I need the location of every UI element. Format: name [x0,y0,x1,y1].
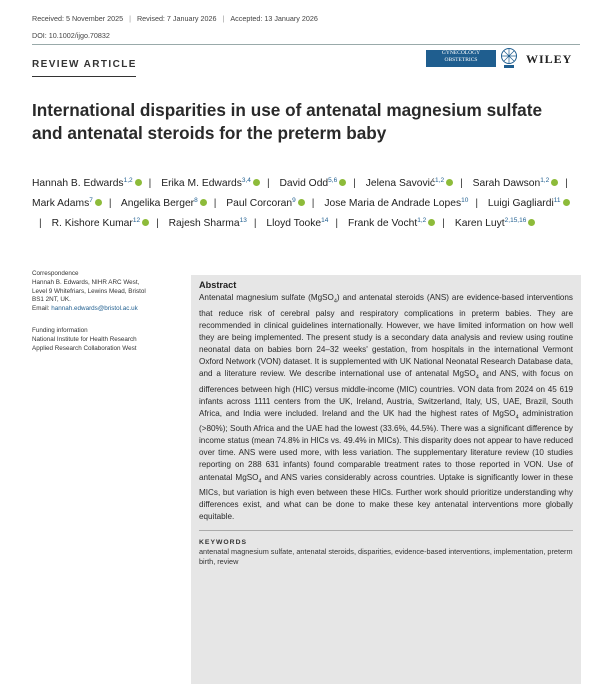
publication-dates [32,14,318,23]
author[interactable]: Erika M. Edwards$^{3,4}$ [161,178,260,189]
funding-block: Funding information National Institute for Health Research Applied Research Collaboration West [32,327,184,353]
email-link[interactable]: hannah.edwards@bristol.ac.uk [51,305,138,313]
author[interactable]: Hannah B. Edwards$^{1,2}$ [32,178,142,189]
article-info [32,270,184,353]
correspondence-heading: Correspondence [32,270,79,277]
author[interactable]: Lloyd Tooke$^{14}$ [266,217,329,230]
orcid-icon[interactable] [200,199,207,206]
author[interactable]: Frank de Vocht$^{1,2}$ [348,218,435,229]
orcid-icon[interactable] [142,219,149,226]
author[interactable]: Jelena Savović$^{1,2}$ [366,178,453,189]
section-label: REVIEW ARTICLE [32,59,137,70]
correspondence-block: Correspondence Hannah B. Edwards, NIHR ARC West, Level 9 Whitefriars, Lewins Mead, Bristol BS1 2NT, UK. Email: hannah.edwards@bristol.ac.uk [32,270,184,314]
funding-heading: Funding information [32,326,88,334]
author[interactable]: Luigi Gagliardi$^{11}$ [488,198,570,209]
author[interactable]: Angelika Berger$^8$ [121,198,207,209]
author[interactable]: Mark Adams$^7$ [32,198,102,209]
orcid-icon[interactable] [253,179,260,186]
orcid-icon[interactable] [135,179,142,186]
orcid-icon[interactable] [339,179,346,186]
author[interactable]: Paul Corcoran$^9$ [226,198,304,209]
author[interactable]: Sarah Dawson$^{1,2}$ [473,178,559,189]
header-divider [32,44,580,45]
accepted-date: Accepted: 13 January 2026 [230,14,318,23]
abstract-heading: Abstract [199,280,237,290]
abstract-box [191,275,581,684]
keywords-divider [199,530,573,531]
author[interactable]: David Odd$^{5,6}$ [280,178,347,189]
section-underline [32,76,136,77]
orcid-icon[interactable] [428,219,435,226]
orcid-icon[interactable] [446,179,453,186]
date-separator: | [222,14,225,23]
author[interactable]: R. Kishore Kumar$^{12}$ [52,218,150,229]
doi[interactable]: DOI: 10.1002/ijgo.70832 [32,31,110,40]
orcid-icon[interactable] [95,199,102,206]
author[interactable]: Rajesh Sharma$^{13}$ [168,217,247,230]
author[interactable]: Karen Luyt$^{2,15,16}$ [455,218,536,229]
author-list: Hannah B. Edwards$^{1,2}$ | Erika M. Edwards$^{3,4}$ | David Odd$^{5,6}$ | Jelena Savović$^{1,2}$ | Sarah Dawson$^{1,2}$ | Mark Adams$^7$ | Angelika Berger$^8$ | Paul Corcoran$^9$ | Jose Maria de Andrade Lopes$^{10}$ | Luigi Gagliardi$^{11}$| R. Kishore Kumar$^{12}$ | Rajesh Sharma$^{13}$ | Lloyd Tooke$^{14}$ | Frank de Vocht$^{1,2}$ | Karen Luyt$^{2,15,16}$ [32,177,568,230]
received-date: Received: 5 November 2025 [32,14,124,23]
orcid-icon[interactable] [563,199,570,206]
abstract-text: Antenatal magnesium sulfate (MgSO$_4$) and antenatal steroids (ANS) are evidence-based interventions that reduce risk of cerebral palsy and respiratory complications in preterm babies. They are recommended in clinical guidelines internationally. However, we have limited information on how well they are being implemented. The present study is a secondary data analysis and review using routine neonatal data on babies born 24–32 weeks' gestation, from hospitals in the international Vermont Oxford Network (VON) dataset. It is supplemented with UK National Neonatal Research Database data, and a literature review. We describe international use of antenatal MgSO$_4$ and ANS, with focus on differences between high (HIC) versus middle-income (MIC) countries. VON data from 2024 on 45 619 infants across 1111 centers from the UK, Ireland, Austria, Switzerland, Italy, US, UAE, Brazil, South Africa, and India were included. Ireland and the UK had the highest rates of MgSO$_4$ administration (>80%); South Africa and the UAE had the lowest (33.6%, 44.5%). There was a significant difference by income status (mean 74.8% in HICs vs. 49.4% in MICs). This disparity does not appear to have reduced over time. ANS were used more, with less variation. The supplementary literature review (10 studies reporting on 288 631 infants) found comparable treatment rates to those reported in VON. Use of antenatal MgSO$_4$ and ANS varies considerably across countries. Uptake is significantly lower in these MICs, but variation is high even between these HICs. Further work should prioritize understanding why differences exist, and what can be done to make these key antenatal interventions more globally equitable. [199,293,574,522]
keywords-heading: KEYWORDS [199,539,248,547]
journal-logo: GYNECOLOGY OBSTETRICS [426,50,496,67]
publisher-logo: WILEY [526,52,573,66]
orcid-icon[interactable] [528,219,535,226]
orcid-icon[interactable] [551,179,558,186]
keywords-list: antenatal magnesium sulfate, antenatal steroids, disparities, evidence-based interventions, implementation, preterm birth, review [199,547,573,567]
date-separator: | [129,14,131,23]
orcid-icon[interactable] [298,199,305,206]
article-title: International disparities in use of antenatal magnesium sulfate and antenatal steroids for the preterm baby [32,100,543,143]
revised-date: Revised: 7 January 2026 [136,14,217,23]
author[interactable]: Jose Maria de Andrade Lopes$^{10}$ [324,197,469,210]
figo-emblem-icon [500,47,518,69]
